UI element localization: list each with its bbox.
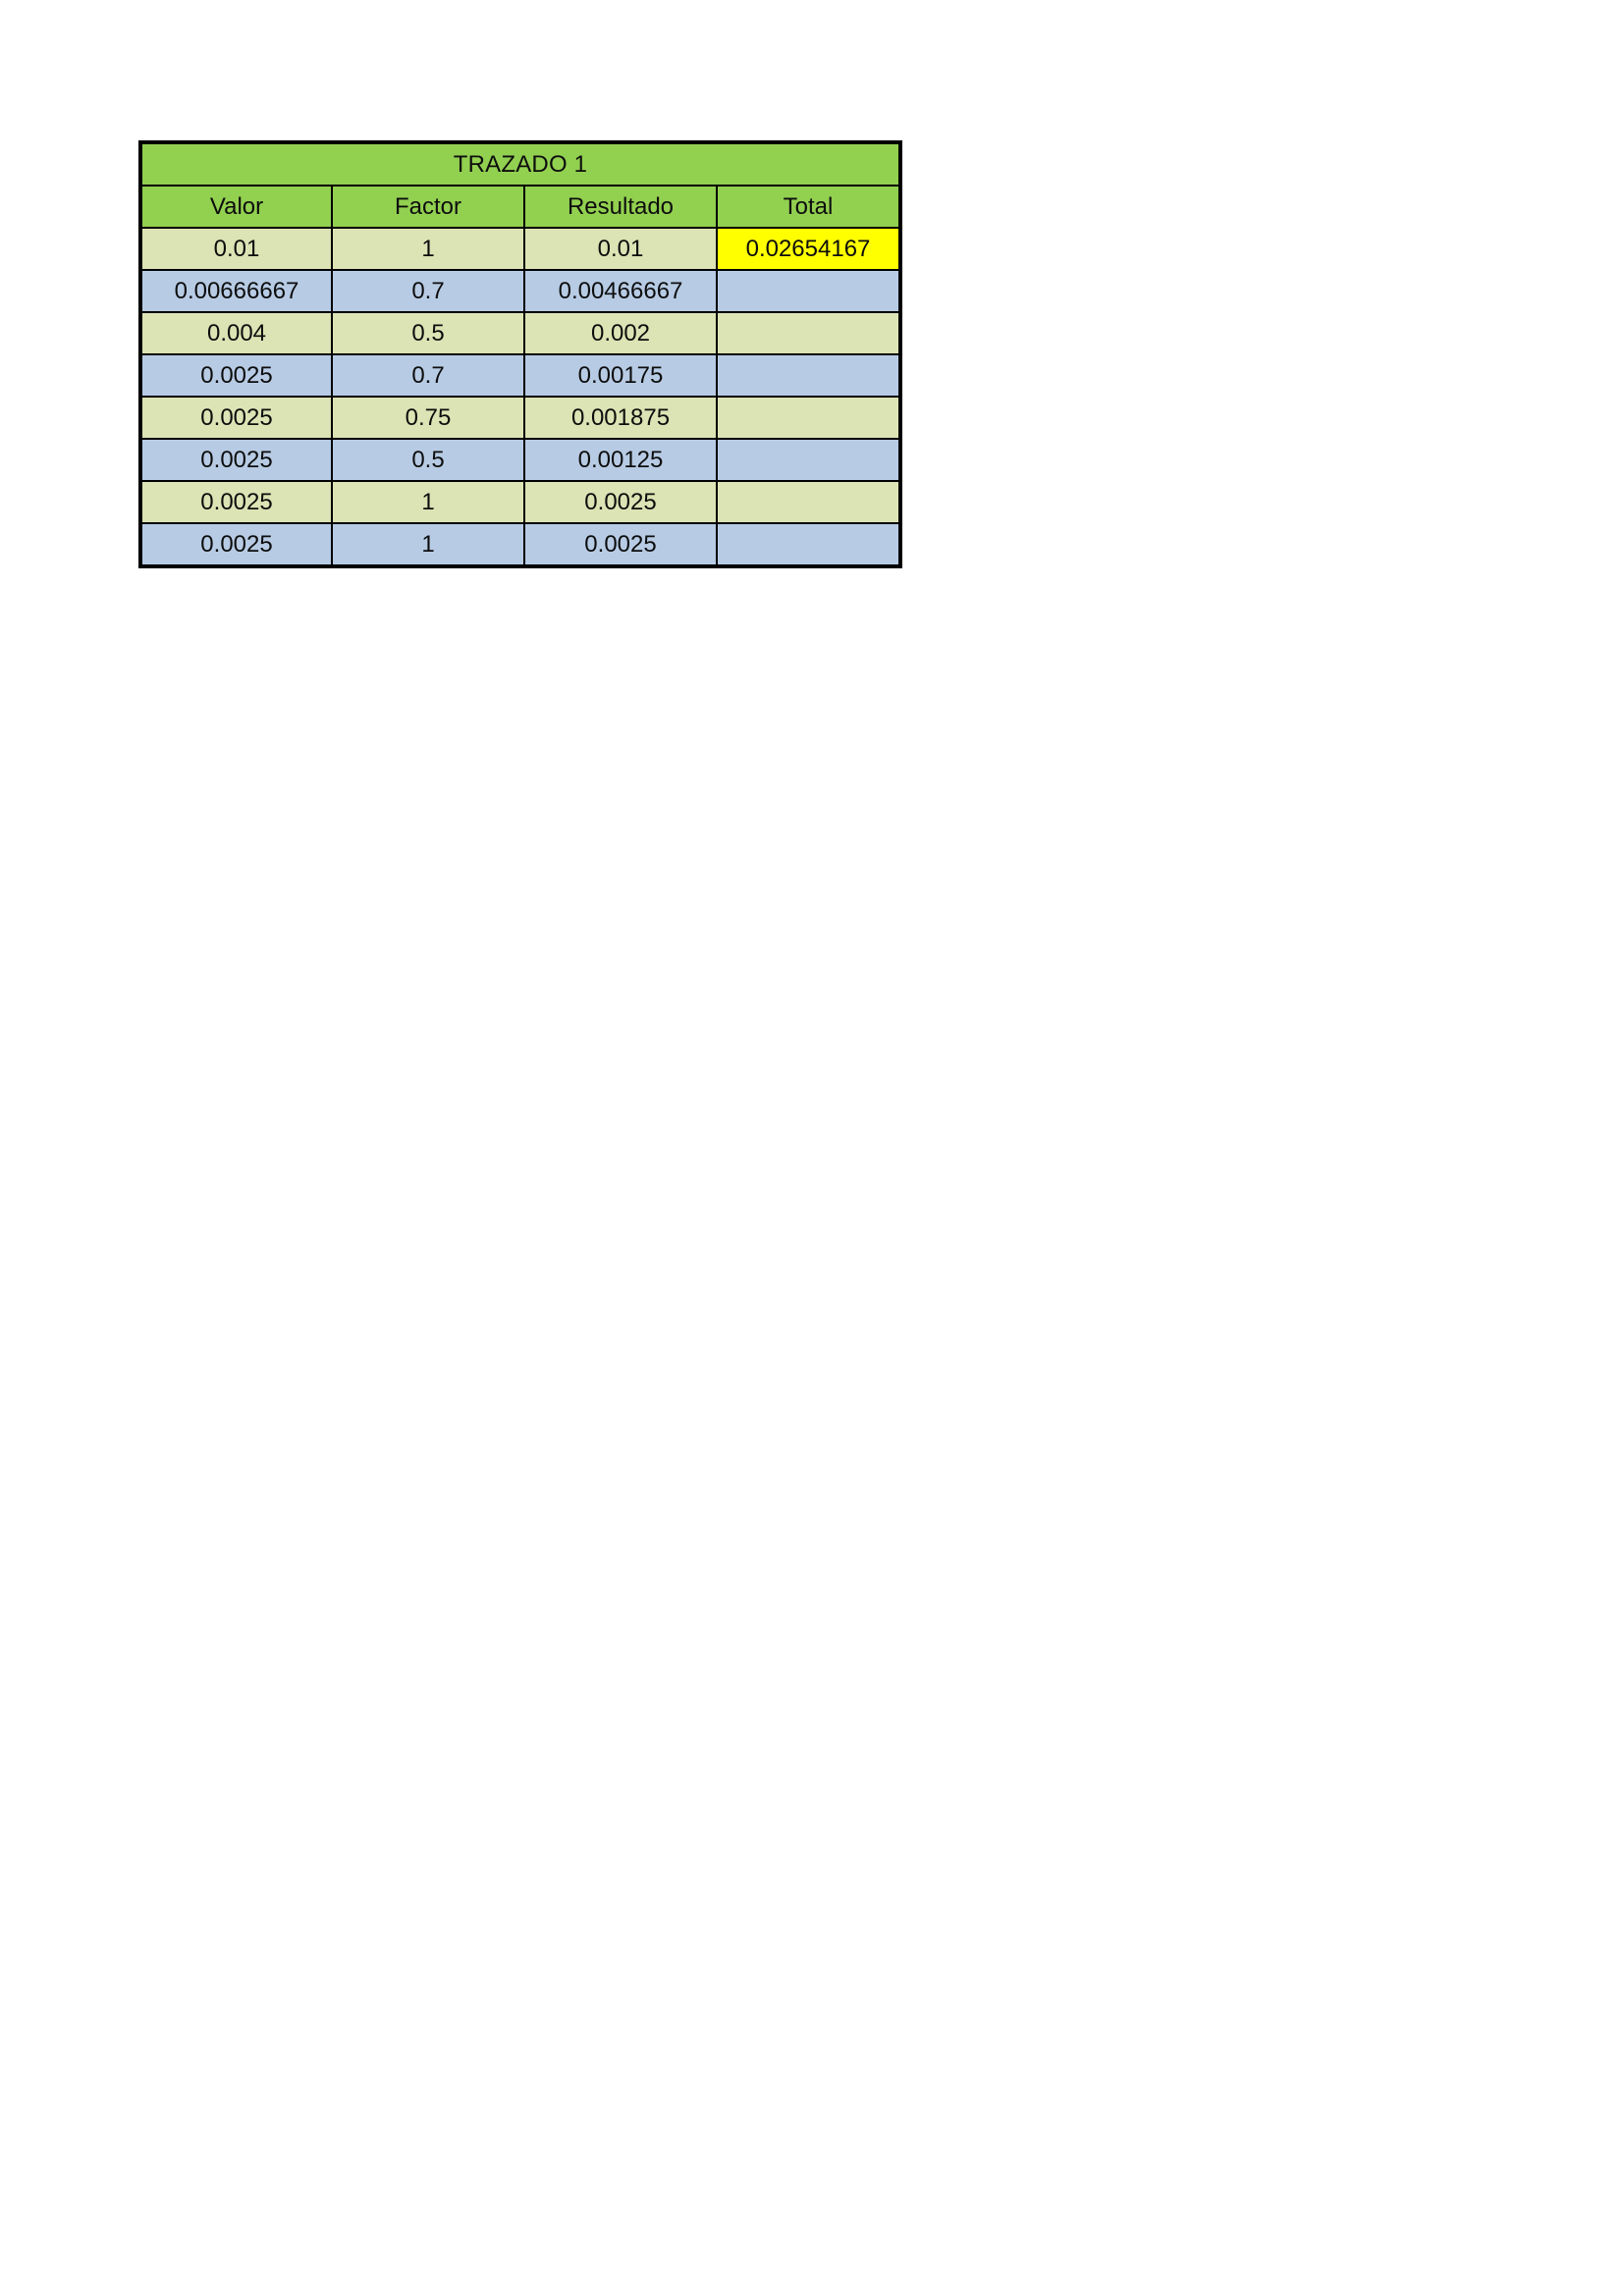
table-row	[140, 481, 900, 523]
column-header-resultado: Resultado	[524, 186, 717, 228]
cell-factor: 0.75	[332, 397, 524, 439]
cell-resultado: 0.00466667	[524, 270, 717, 312]
table-row	[140, 523, 900, 566]
cell-valor: 0.0025	[140, 523, 332, 566]
cell-factor: 1	[332, 481, 524, 523]
cell-factor: 0.5	[332, 439, 524, 481]
cell-factor: 1	[332, 523, 524, 566]
cell-total	[717, 397, 900, 439]
table-row	[140, 397, 900, 439]
cell-total	[717, 439, 900, 481]
cell-total	[717, 523, 900, 566]
column-header-factor: Factor	[332, 186, 524, 228]
cell-valor: 0.004	[140, 312, 332, 354]
cell-factor: 0.5	[332, 312, 524, 354]
table-title-row	[140, 142, 900, 186]
trazado-table	[138, 140, 902, 568]
cell-total	[717, 312, 900, 354]
cell-valor: 0.0025	[140, 354, 332, 397]
cell-total-highlighted: 0.02654167	[717, 228, 900, 270]
cell-resultado: 0.0025	[524, 481, 717, 523]
cell-resultado: 0.01	[524, 228, 717, 270]
table-row	[140, 228, 900, 270]
table-row	[140, 439, 900, 481]
cell-valor: 0.00666667	[140, 270, 332, 312]
cell-resultado: 0.00175	[524, 354, 717, 397]
cell-valor: 0.0025	[140, 397, 332, 439]
cell-total	[717, 270, 900, 312]
cell-valor: 0.0025	[140, 481, 332, 523]
cell-valor: 0.0025	[140, 439, 332, 481]
cell-resultado: 0.00125	[524, 439, 717, 481]
column-header-total: Total	[717, 186, 900, 228]
cell-resultado: 0.0025	[524, 523, 717, 566]
cell-resultado: 0.001875	[524, 397, 717, 439]
cell-factor: 0.7	[332, 354, 524, 397]
cell-factor: 1	[332, 228, 524, 270]
cell-total	[717, 481, 900, 523]
cell-factor: 0.7	[332, 270, 524, 312]
column-header-valor: Valor	[140, 186, 332, 228]
table-row	[140, 312, 900, 354]
table-header-row	[140, 186, 900, 228]
cell-valor: 0.01	[140, 228, 332, 270]
cell-total	[717, 354, 900, 397]
table-title: TRAZADO 1	[140, 142, 900, 186]
table-row	[140, 270, 900, 312]
table-row	[140, 354, 900, 397]
cell-resultado: 0.002	[524, 312, 717, 354]
